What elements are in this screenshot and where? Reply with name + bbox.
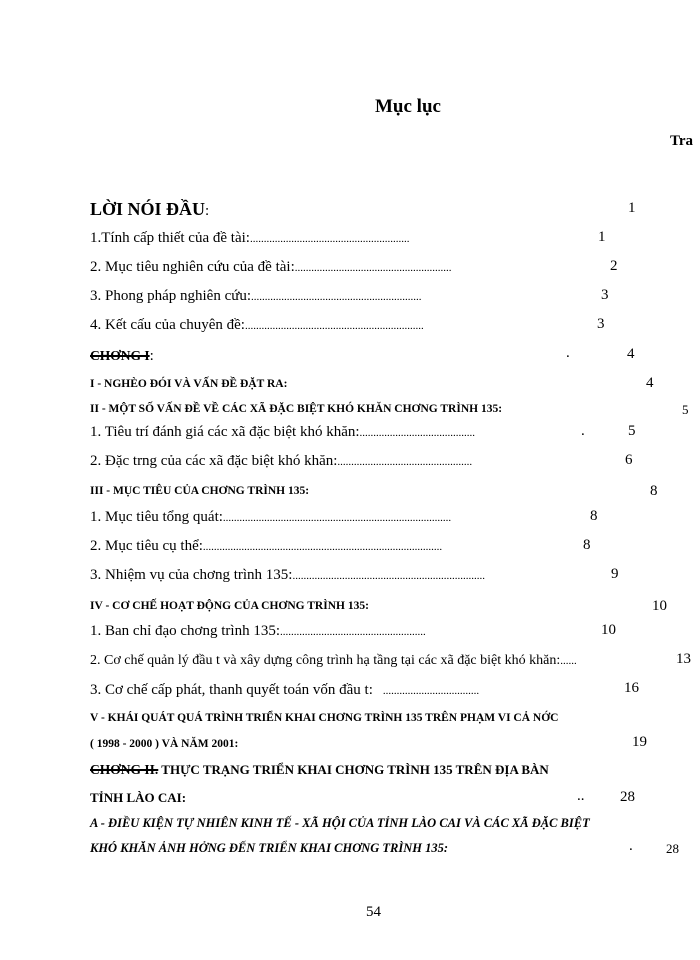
toc-entry-chapter-2[interactable] [90,762,549,778]
toc-entry-dots: ................................................. [337,456,473,468]
toc-entry-dots: . [581,423,585,439]
toc-entry[interactable] [90,624,426,639]
toc-entry-text: 1. Tiêu trí đánh giá các xã đặc biệt khó khăn: [90,424,360,440]
toc-entry[interactable] [90,289,422,304]
toc-entry-text: 2. Mục tiêu cụ thể: [90,538,203,554]
toc-entry-text: LỜI NÓI ĐẦU [90,199,206,219]
toc-entry-subsection-line2: KHÓ KHĂN ẢNH HỞNG ĐẾN TRIỂN KHAI CHƠNG TRÌNH 135: [90,841,449,855]
toc-entry-page: 13 [676,651,691,667]
toc-entry-page: 19 [632,734,647,750]
toc-entry-text: 2. Cơ chế quản lý đầu t và xây dựng công trình hạ tầng tại các xã đặc biệt khó khăn: [90,653,561,668]
toc-entry-page: 5 [628,423,636,439]
toc-entry-text: 1.Tính cấp thiết của đề tài: [90,230,250,246]
toc-entry-suffix: : [149,348,154,364]
toc-entry-page: 4 [646,375,654,391]
toc-entry-page: 3 [601,287,609,303]
toc-entry-dots: ...... [560,655,577,667]
toc-entry-page: 28 [666,841,679,856]
toc-entry-dots: . [566,345,570,361]
toc-entry-page: 8 [590,508,598,524]
toc-entry-dots: .......................................... [359,427,476,439]
toc-entry-section[interactable]: I - NGHÈO ĐÓI VÀ VẤN ĐỀ ĐẶT RA: [90,378,288,390]
toc-entry-line2: TỈNH LÀO CAI: [90,790,187,805]
toc-entry-dots: .............................................................. [251,291,422,303]
toc-entry-dots: ....................................................................................... [202,541,443,553]
toc-entry-page: 8 [583,537,591,553]
toc-entry-section-line2: ( 1998 - 2000 ) VÀ NĂM 2001: [90,738,239,750]
toc-entry-page: 16 [624,680,639,696]
toc-entry[interactable] [90,231,409,246]
toc-entry[interactable] [90,654,577,668]
toc-entry-preface[interactable] [90,200,209,219]
toc-entry[interactable] [90,318,424,333]
toc-entry-text: 2. Đặc trng của các xã đặc biệt khó khăn: [90,453,338,469]
toc-entry-section[interactable]: II - MỘT SỐ VẤN ĐỀ VỀ CÁC XÃ ĐẶC BIỆT KHÓ KHĂN CHƠNG TRÌNH 135: [90,403,503,415]
toc-entry-text: 3. Cơ chế cấp phát, thanh quyết toán vốn đầu t: [90,682,373,698]
toc-entry-page: 1 [598,229,606,245]
toc-entry-text: 4. Kết cấu của chuyên đề: [90,317,245,333]
toc-entry-text: CHƠNG II. [90,762,159,777]
toc-entry-dots: ................................................................. [244,320,424,332]
toc-entry-page: 6 [625,452,633,468]
page-column-label: Tra [670,133,694,149]
page-title: Mục lục [375,96,441,117]
toc-entry-text: 2. Mục tiêu nghiên cứu của đề tài: [90,259,295,275]
toc-entry-section[interactable]: IV - CƠ CHẾ HOẠT ĐỘNG CỦA CHƠNG TRÌNH 135: [90,600,369,612]
toc-entry-page: 10 [652,598,667,614]
toc-entry[interactable] [90,260,451,275]
toc-entry-subsection[interactable]: A - ĐIỀU KIỆN TỰ NHIÊN KINH TẾ - XÃ HỘI CỦA TỈNH LÀO CAI VÀ CÁC XÃ ĐẶC BIỆT [90,816,590,830]
toc-entry-text: 3. Nhiệm vụ của chơng trình 135: [90,567,293,583]
toc-entry-section[interactable]: III - MỤC TIÊU CỦA CHƠNG TRÌNH 135: [90,485,310,497]
toc-entry-page: 2 [610,258,618,274]
toc-entry-dots: . [629,838,633,854]
toc-entry-dots: ................................................................................... [222,512,452,524]
toc-entry-page: 1 [628,200,636,216]
toc-entry[interactable] [90,425,475,440]
toc-entry-page: 8 [650,483,658,499]
toc-entry-page: 3 [597,316,605,332]
toc-entry-text: 1. Mục tiêu tổng quát: [90,509,223,525]
toc-entry[interactable] [90,510,451,525]
toc-entry-suffix: : [205,203,210,219]
toc-entry-text: 1. Ban chỉ đạo chơng trình 135: [90,623,280,639]
toc-entry-dots: ................................... [382,685,480,697]
toc-entry[interactable] [90,568,485,583]
toc-entry-text: CHƠNG I [90,348,150,363]
toc-entry-text: 3. Phong pháp nghiên cứu: [90,288,252,304]
toc-entry-dots: ......................................................... [294,262,452,274]
toc-entry-after: THỰC TRẠNG TRIỂN KHAI CHƠNG TRÌNH 135 TRÊN ĐỊA BÀN [158,762,549,777]
page-number: 54 [366,904,381,920]
toc-entry-page: 5 [682,402,689,417]
toc-entry[interactable] [90,454,472,469]
toc-entry[interactable] [90,539,442,554]
toc-entry-dots: ...................................................................... [292,570,485,582]
toc-entry-page: 10 [601,622,616,638]
toc-entry-page: 9 [611,566,619,582]
toc-entry-page: 28 [620,789,635,805]
toc-entry-section[interactable]: V - KHÁI QUÁT QUÁ TRÌNH TRIỂN KHAI CHƠNG TRÌNH 135 TRÊN PHẠM VI CẢ NỚC [90,712,559,724]
toc-entry-dots: .. [577,788,585,804]
toc-entry-dots: .......................................................... [249,233,410,245]
toc-entry-chapter-1[interactable] [90,348,154,364]
toc-entry-page: 4 [627,346,635,362]
toc-entry[interactable] [90,683,479,698]
toc-entry-dots: ..................................................... [279,626,426,638]
